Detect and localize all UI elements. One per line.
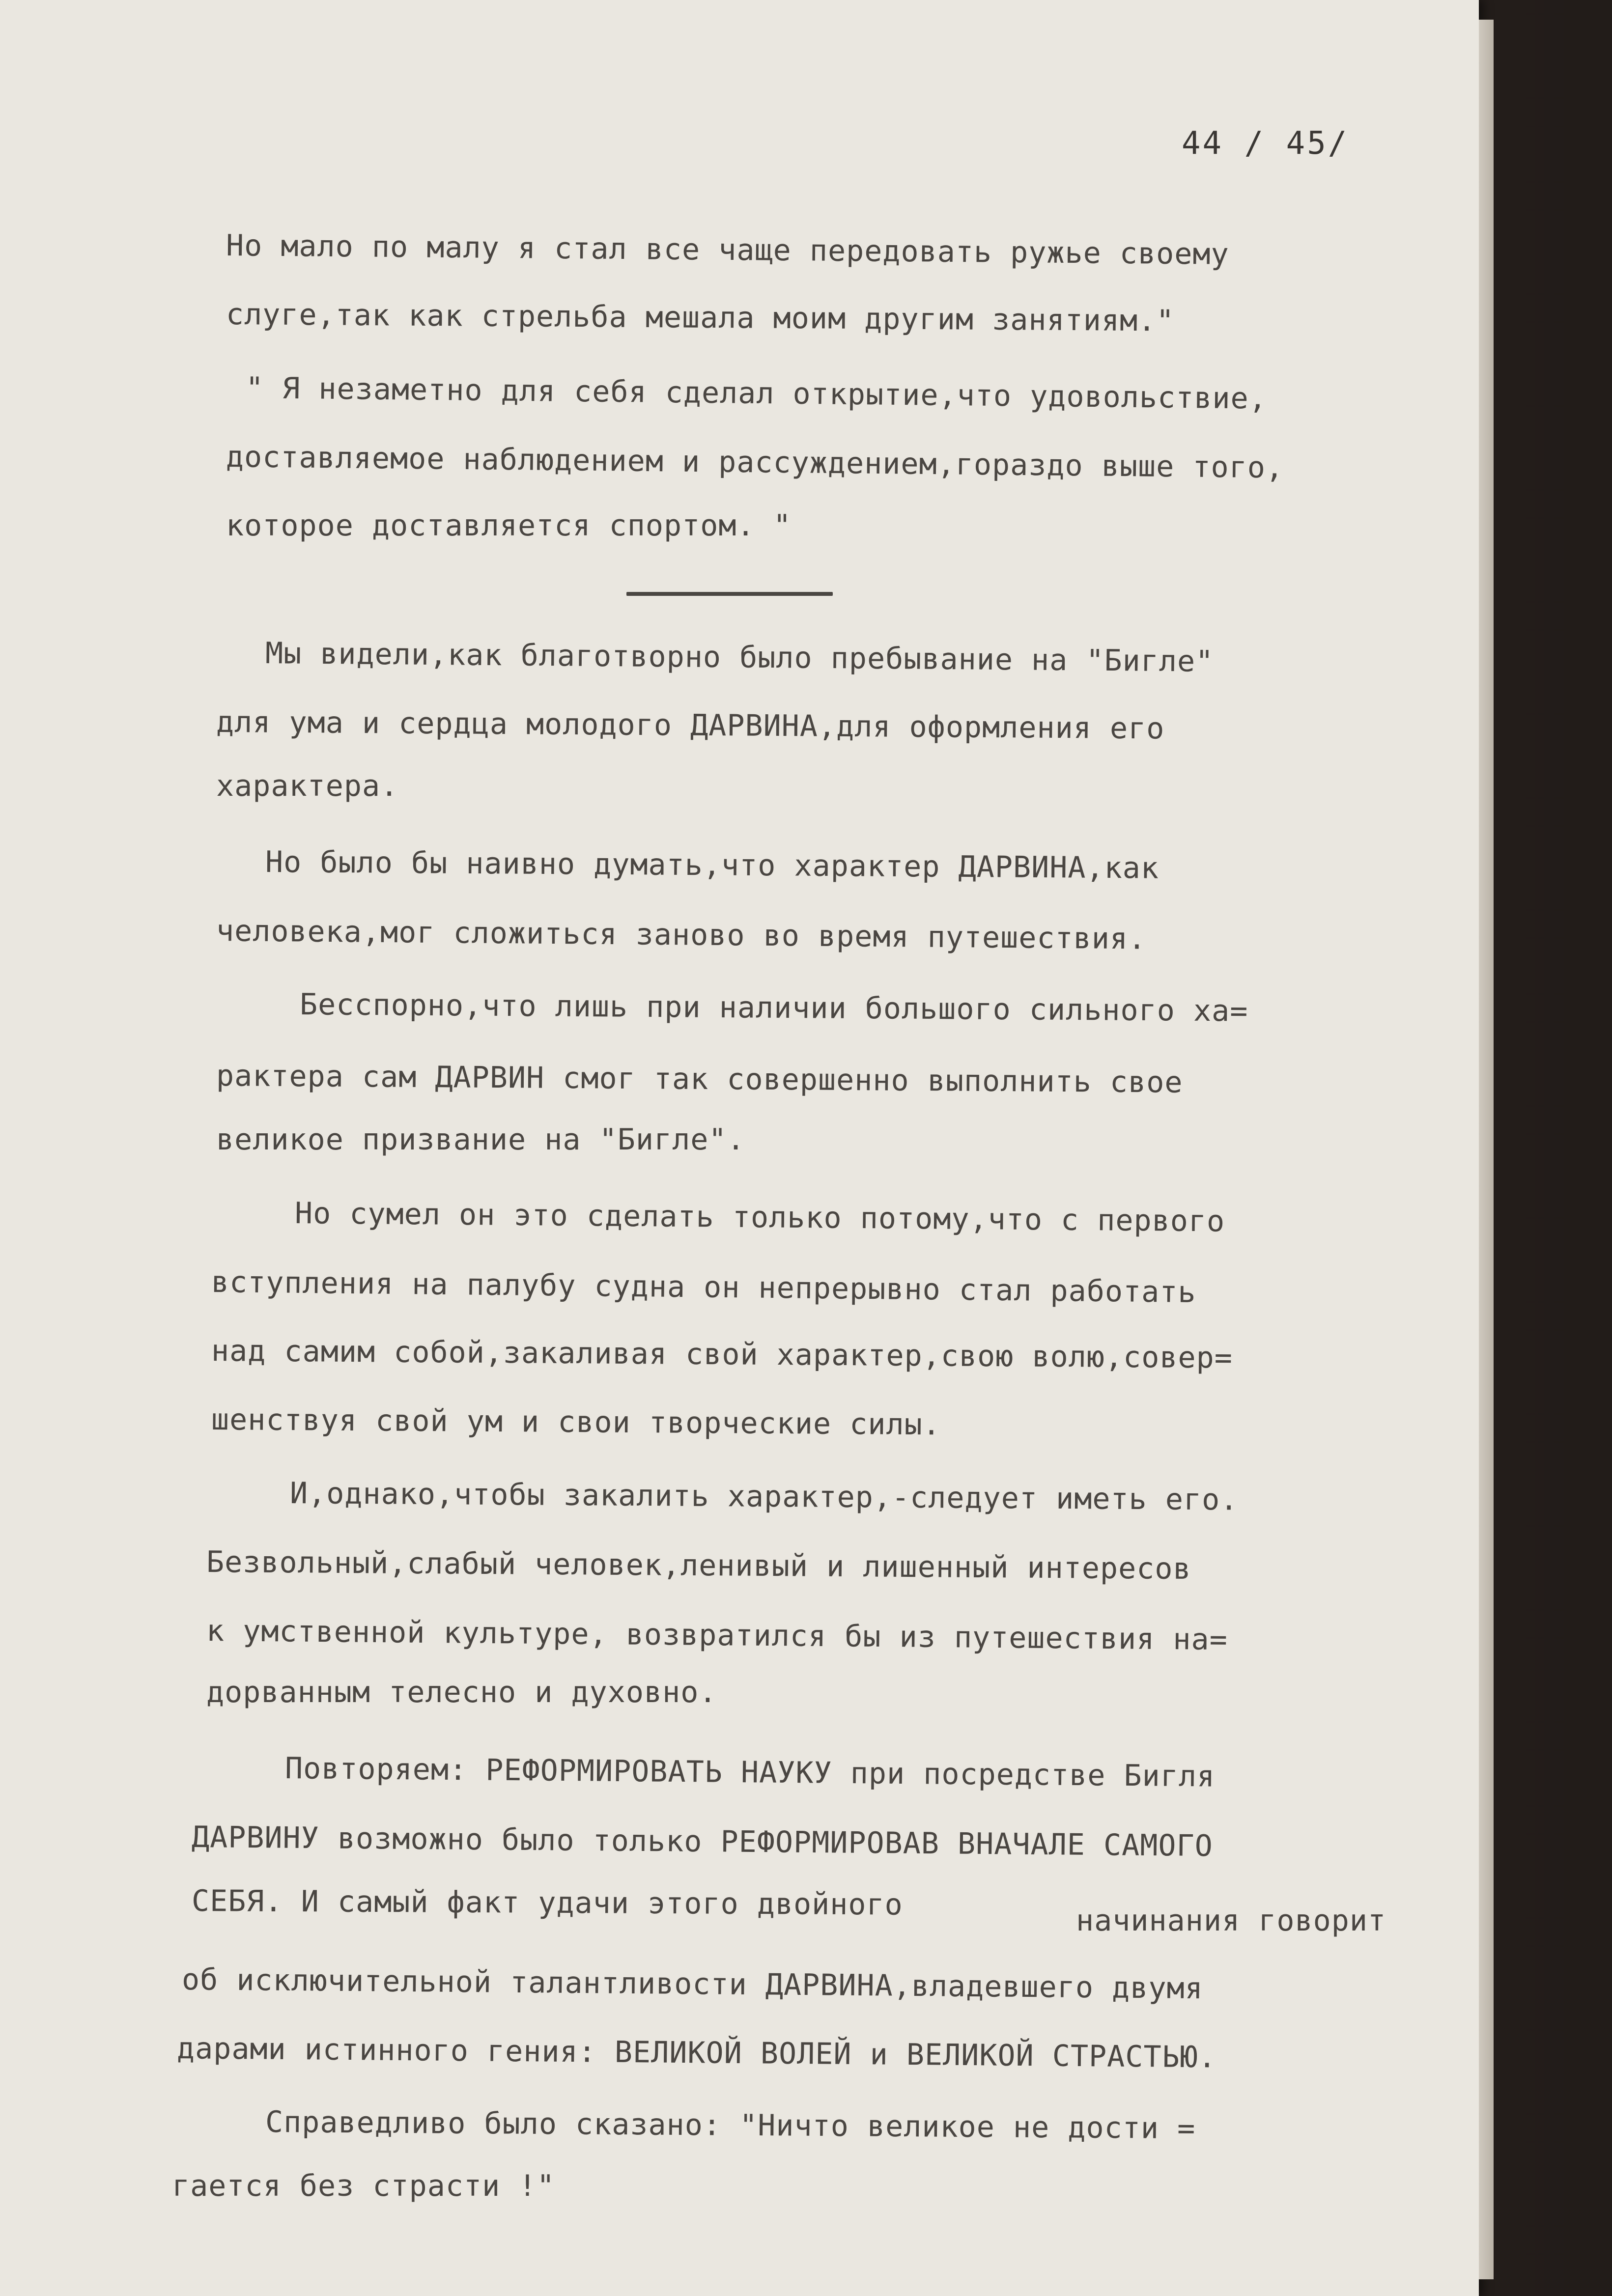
text-line-12: рактера сам ДАРВИН смог так совершенно выполнить свое xyxy=(216,1059,1183,1100)
text-line-11: Бесспорно,что лишь при наличии большого сильного ха= xyxy=(299,987,1248,1029)
text-line-29: гается без страсти !" xyxy=(172,2169,555,2203)
text-line-27: дарами истинного гения: ВЕЛИКОЙ ВОЛЕЙ и ВЕЛИКОЙ СТРАСТЬЮ. xyxy=(176,2031,1217,2075)
text-line-19: Безвольный,слабый человек,ленивый и лишенный интересов xyxy=(206,1545,1191,1586)
text-line-2: слуге,так как стрельба мешала моим другим занятиям." xyxy=(226,297,1175,338)
text-line-9: Но было бы наивно думать,что характер ДАРВИНА,как xyxy=(265,845,1160,886)
section-divider xyxy=(626,592,833,596)
text-line-6: Мы видели,как благотворно было пребывание на "Бигле" xyxy=(265,636,1214,679)
page-edge xyxy=(1479,20,1494,2279)
text-line-3: " Я незаметно для себя сделал открытие,что удовольствие, xyxy=(245,371,1268,416)
text-line-13: великое призвание на "Бигле". xyxy=(216,1122,745,1157)
text-line-4: доставляемое наблюдением и рассуждением,гораздо выше того, xyxy=(226,440,1284,485)
text-line-20: к умственной культуре, возвратился бы из путешествия на= xyxy=(206,1614,1228,1657)
text-line-7: для ума и сердца молодого ДАРВИНА,для оформления его xyxy=(216,705,1165,746)
text-line-23: ДАРВИНУ возможно было только РЕФОРМИРОВАВ ВНАЧАЛЕ САМОГО xyxy=(191,1820,1214,1864)
text-line-22: Повторяем: РЕФОРМИРОВАТЬ НАУКУ при посредстве Бигля xyxy=(284,1751,1216,1794)
text-line-10: человека,мог сложиться заново во время путешествия. xyxy=(216,914,1147,956)
text-line-5: которое доставляется спортом. " xyxy=(226,508,792,543)
text-line-1: Но мало по малу я стал все чаще передовать ружье своему xyxy=(226,228,1230,272)
text-line-15: вступления на палубу судна он непрерывно стал работать xyxy=(211,1265,1196,1310)
text-line-8: характера. xyxy=(216,769,399,803)
text-line-28: Справедливо было сказано: "Ничто великое не дости = xyxy=(265,2105,1196,2146)
text-line-26: об исключительной талантливости ДАРВИНА,владевшего двумя xyxy=(181,1962,1204,2006)
text-line-18: И,однако,чтобы закалить характер,-следует иметь его. xyxy=(289,1476,1239,1517)
text-line-14: Но сумел он это сделать только потому,что с первого xyxy=(294,1196,1225,1239)
text-line-16: над самим собой,закаливая свой характер,свою волю,совер= xyxy=(211,1334,1233,1375)
text-line-21: дорванным телесно и духовно. xyxy=(206,1675,717,1709)
text-line-17: шенствуя свой ум и свои творческие силы. xyxy=(211,1402,941,1442)
page-number: 44 / 45/ xyxy=(1182,125,1349,162)
text-line-24: СЕБЯ. И самый факт удачи этого двойного xyxy=(191,1884,903,1922)
text-line-25: начинания говорит xyxy=(1076,1904,1386,1938)
